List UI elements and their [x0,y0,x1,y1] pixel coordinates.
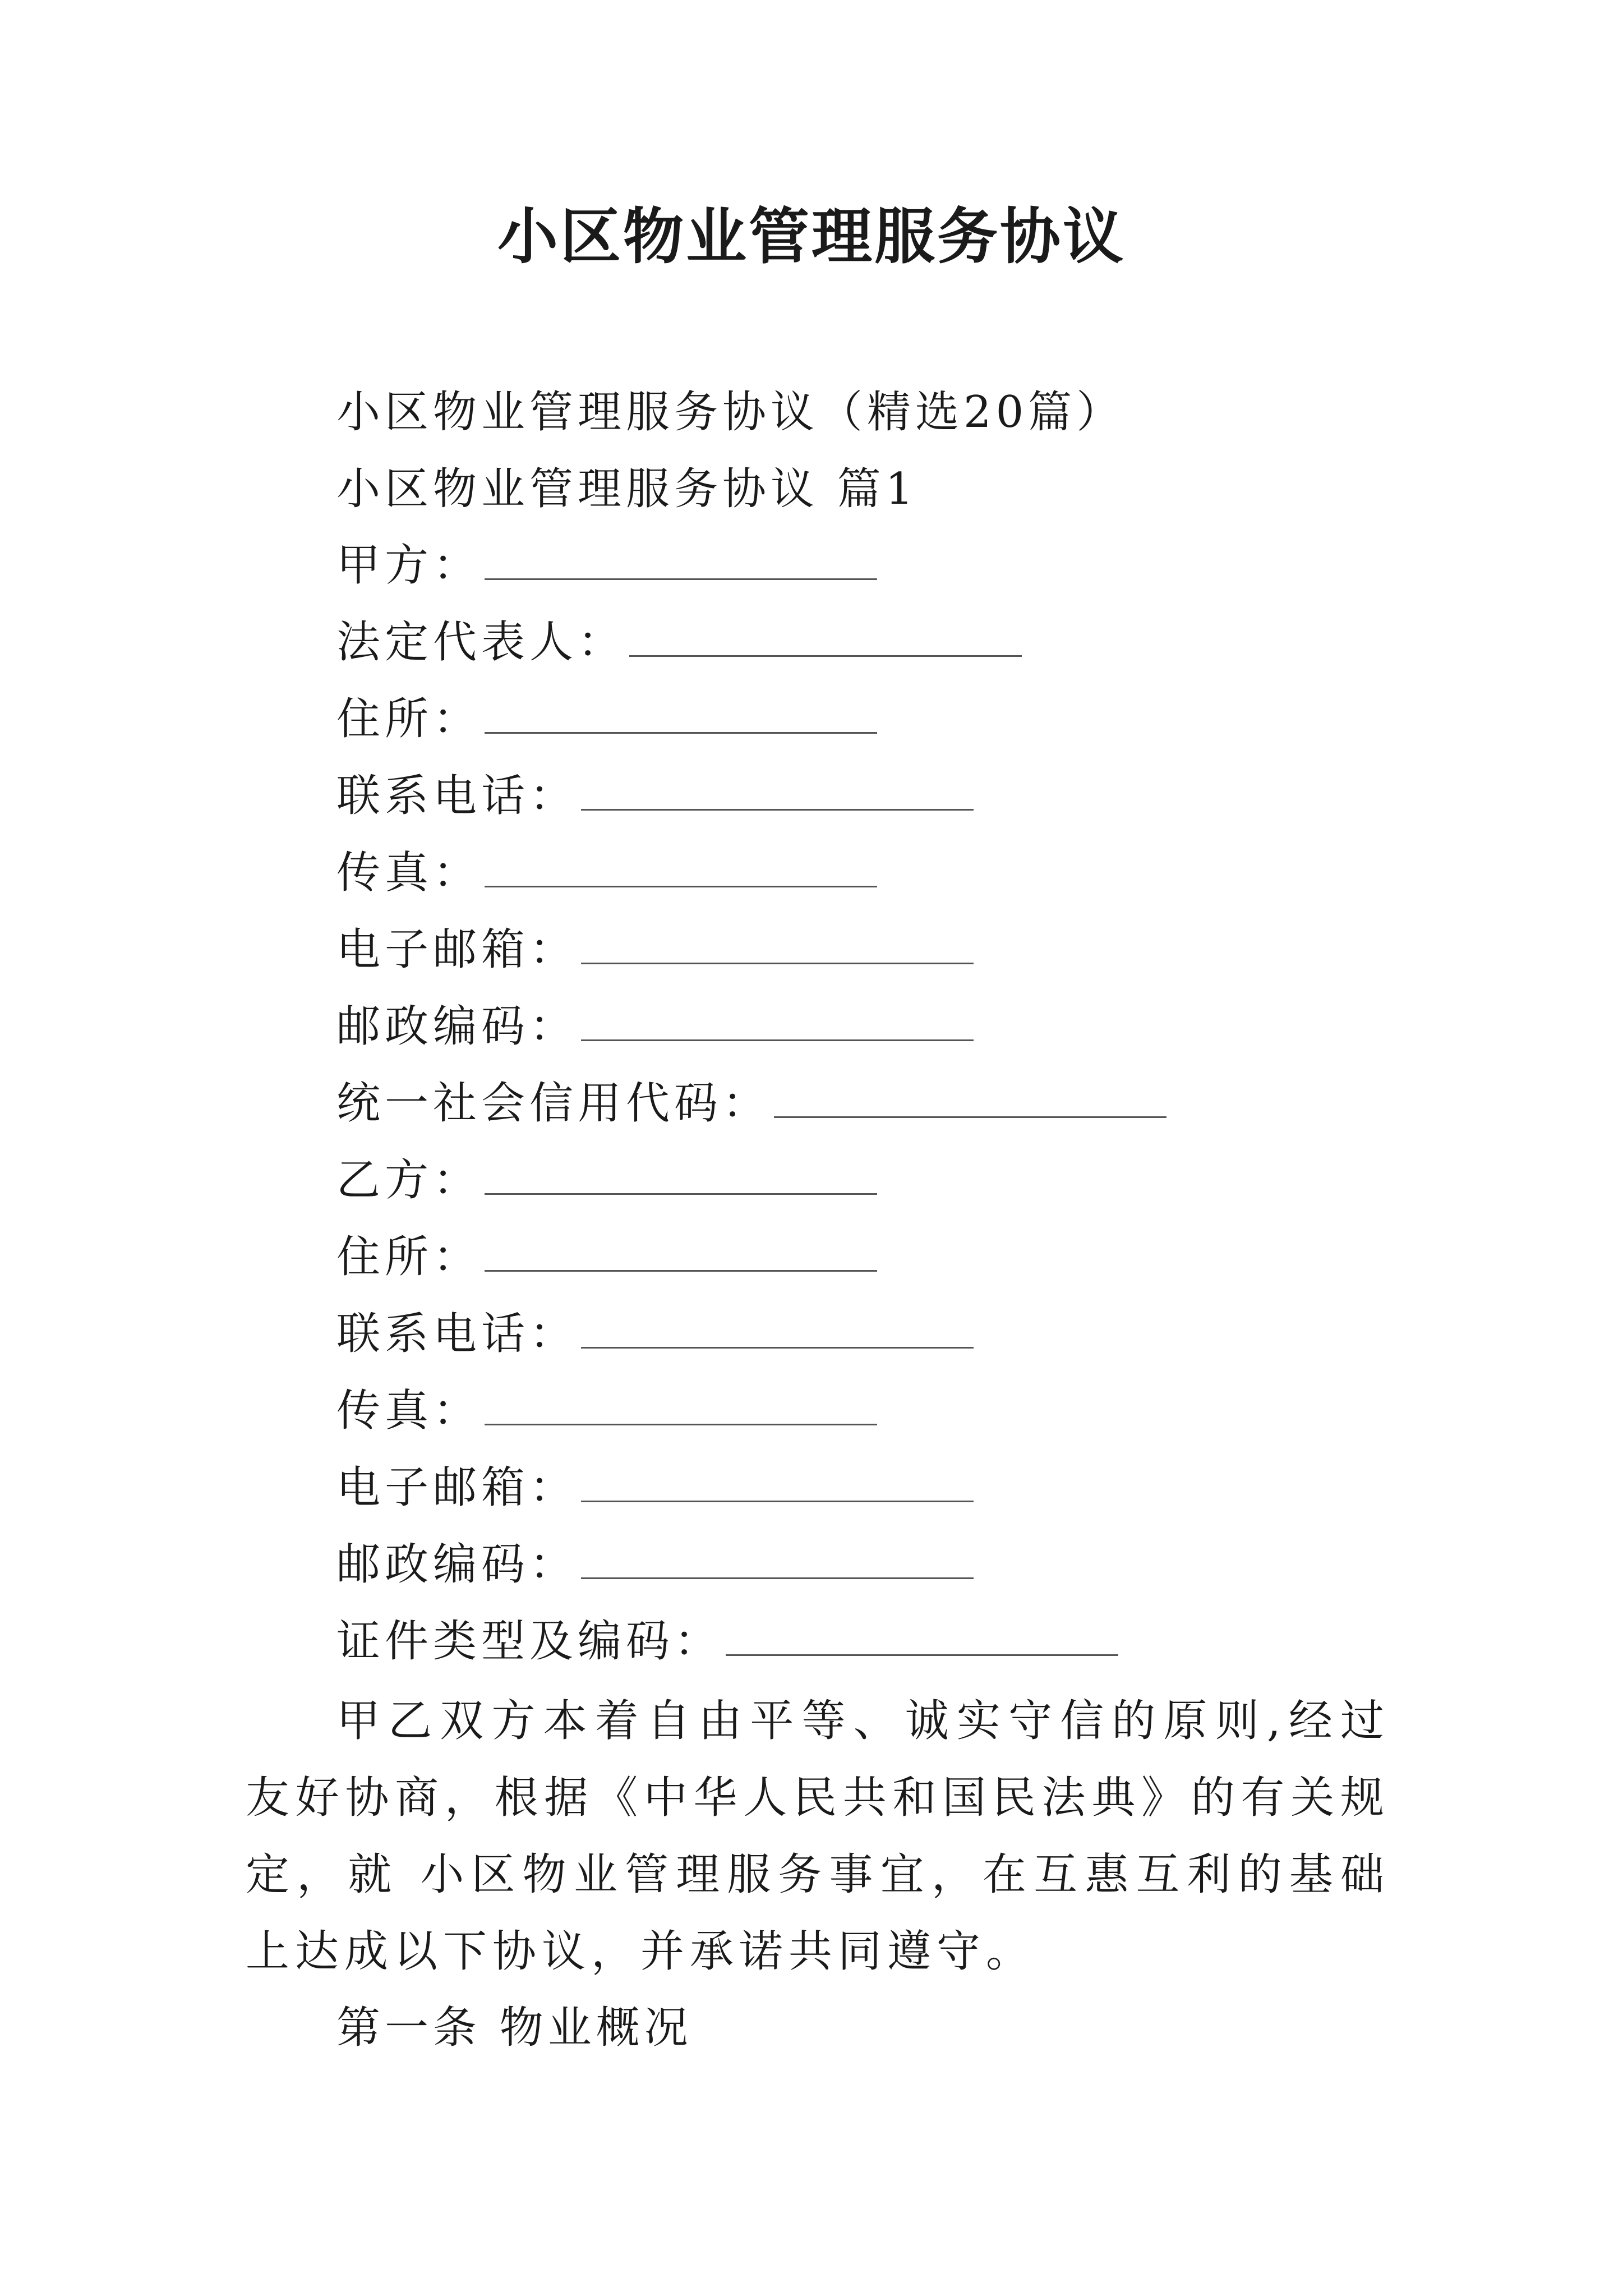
preamble-paragraph: 甲乙双方本着自由平等、诚实守信的原则,经过友好协商，根据《中华人民共和国民法典》的有关规定，就 小区物业管理服务事宜，在互惠互利的基础上达成以下协议，并承诺共同遵守。 [246,1696,1390,1977]
party-b-name-label: 乙方： [336,1155,482,1205]
party-b-address-blank [485,1269,877,1272]
party-a-postcode-row [336,999,974,1055]
party-b-fax-row [336,1383,877,1439]
party-b-email-label: 电子邮箱： [336,1462,578,1513]
party-a-email-label: 电子邮箱： [336,924,578,975]
party-a-phone-label: 联系电话： [336,771,578,821]
party-a-rep-blank [629,654,1022,657]
party-a-address-blank [485,731,877,734]
party-a-address-label: 住所： [336,694,482,744]
party-a-phone-blank [581,808,974,811]
party-b-name-row [336,1152,877,1208]
party-a-credit-code-label: 统一社会信用代码： [336,1078,771,1129]
party-b-id-label: 证件类型及编码： [336,1616,723,1667]
article-1-heading: 第一条 物业概况 [336,2003,693,2053]
party-b-email-row [336,1460,974,1516]
party-a-credit-code-row [336,1075,1166,1131]
party-a-postcode-label: 邮政编码： [336,1001,578,1052]
party-b-name-blank [485,1192,877,1195]
party-a-email-blank [581,961,974,964]
party-a-credit-code-blank [774,1115,1166,1118]
party-a-rep-row [336,614,1022,670]
party-b-phone-row [336,1306,974,1362]
party-b-phone-blank [581,1346,974,1349]
party-a-name-row [336,537,877,593]
party-a-phone-row [336,768,974,824]
party-a-name-blank [485,577,877,580]
document-subtitle: 小区物业管理服务协议（精选20篇） [336,387,1125,438]
party-b-fax-label: 传真： [336,1386,482,1436]
party-b-id-blank [726,1653,1118,1656]
party-a-rep-label: 法定代表人： [336,617,626,668]
party-a-fax-label: 传真： [336,848,482,898]
party-b-fax-blank [485,1423,877,1425]
part-heading: 小区物业管理服务协议 篇1 [336,464,918,514]
party-b-id-row [336,1613,1118,1669]
party-a-email-row [336,922,974,978]
party-b-address-row [336,1229,877,1285]
party-a-address-row [336,691,877,747]
party-b-postcode-row [336,1536,974,1593]
party-a-postcode-blank [581,1038,974,1041]
party-a-name-label: 甲方： [336,540,482,591]
document-title: 小区物业管理服务协议 [497,201,1126,272]
party-b-postcode-blank [581,1576,974,1579]
party-b-email-blank [581,1499,974,1502]
party-b-address-label: 住所： [336,1232,482,1282]
party-a-fax-row [336,845,877,901]
party-a-fax-blank [485,885,877,887]
party-b-postcode-label: 邮政编码： [336,1539,578,1590]
party-b-phone-label: 联系电话： [336,1309,578,1359]
